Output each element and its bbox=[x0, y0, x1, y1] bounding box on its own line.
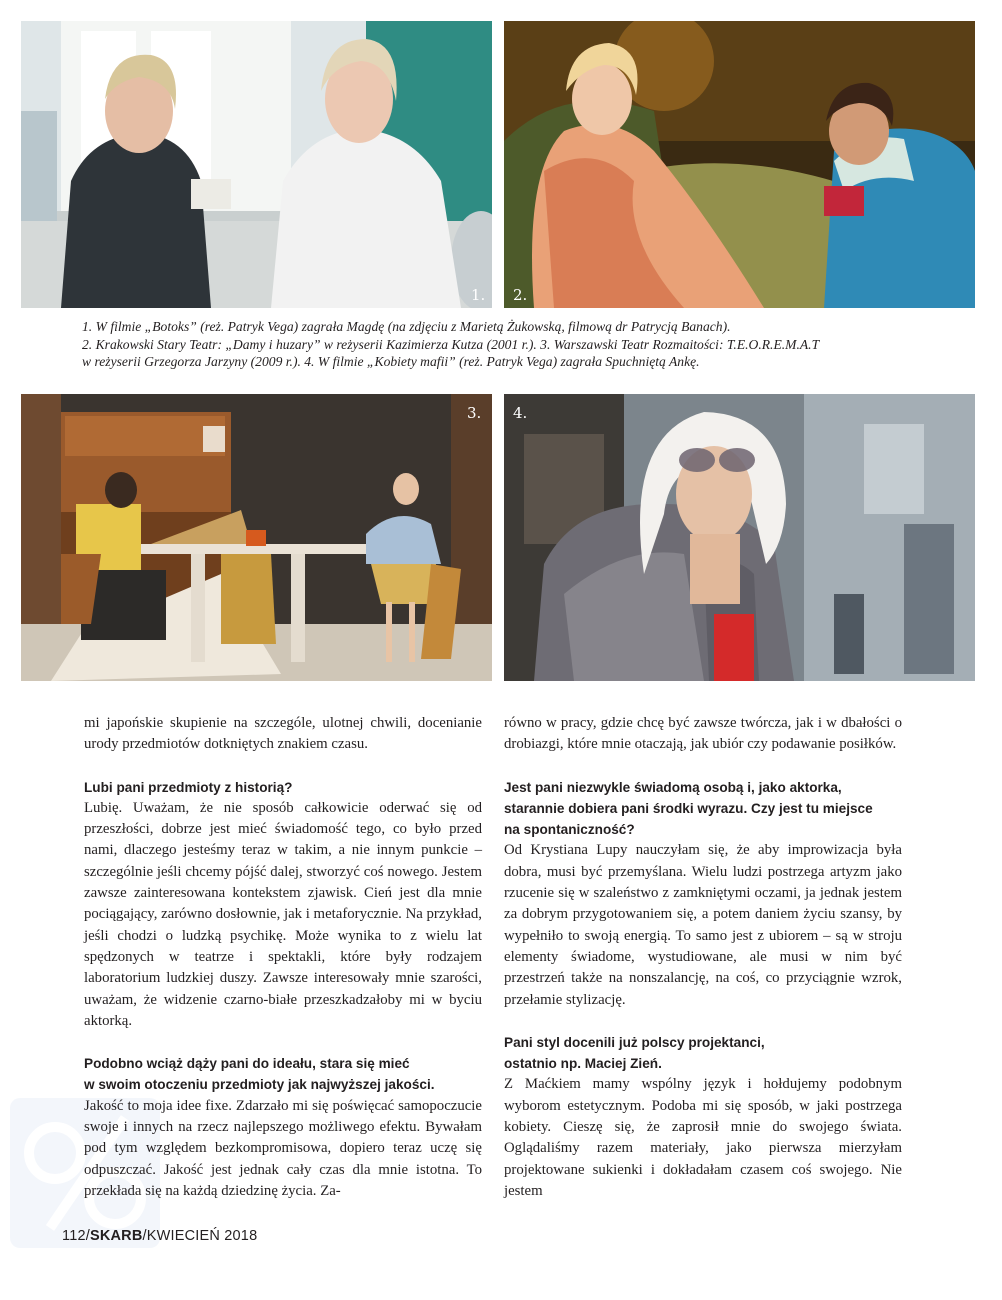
paragraph: Od Krystiana Lupy nauczyłam się, że aby improwizacja była dobra, musi być przemyślana. Wielu ludzi postrzega artyzm jako rzucenie się w szaleństwo z zamkniętymi oczami, ja jednak jestem za dobrym przygotowaniem się, a potem daniem życiu szansy, by wypełniło to swoją energią. To samo jest z ubiorem – są w stroju elementy świadome, wystudiowane, ale musi w nim być przestrzeń także na nonszalancję, na coś, co przyciągnie wzrok, przełamie stylizację. bbox=[504, 842, 902, 1008]
question-heading: w swoim otoczeniu przedmioty jak najwyższej jakości. bbox=[84, 1077, 435, 1093]
text-column-left bbox=[84, 713, 482, 1202]
photo-1-botoks bbox=[21, 21, 492, 308]
question-heading: Jest pani niezwykle świadomą osobą i, jako aktorka, bbox=[504, 779, 842, 795]
page-footer bbox=[62, 1228, 257, 1244]
page-number: 112 bbox=[62, 1228, 86, 1244]
photo-number: 1. bbox=[471, 286, 486, 304]
question-heading: starannie dobiera pani środki wyrazu. Czy jest tu miejsce bbox=[504, 800, 873, 816]
question-heading: ostatnio np. Maciej Zień. bbox=[504, 1056, 662, 1072]
photo-3-teorema bbox=[21, 394, 492, 681]
caption-line: 2. Krakowski Stary Teatr: „Damy i huzary” w reżyserii Kazimierza Kutza (2001 r.). 3. Warszawski Teatr Rozmaitości: T.E.O.R.E.M.A.T bbox=[82, 336, 820, 352]
photo-2-damy-i-huzary bbox=[504, 21, 975, 308]
photo-number: 3. bbox=[467, 404, 482, 422]
caption-line: 1. W filmie „Botoks” (reż. Patryk Vega) zagrała Magdę (na zdjęciu z Marietą Żukowską, filmową dr Patrycją Banach). bbox=[82, 319, 731, 334]
paragraph: Jakość to moja idee fixe. Zdarzało mi się poświęcać samopoczucie swoje i innych na rzecz najlepszego możliwego efektu. Bywałam pod tym względem bezkompromisowa, dopiero teraz uczę się odpuszczać. Jakość jest jednak cały czas dla mnie istotna. To przekłada się na każdą dziedzinę życia. Za- bbox=[84, 1097, 482, 1199]
issue-date: KWIECIEŃ 2018 bbox=[146, 1228, 258, 1244]
paragraph: Z Maćkiem mamy wspólny język i hołdujemy podobnym wyborom estetycznym. Podoba mi się sposób, w jaki postrzega kobiety. Cieszę się, że zaprosił mnie do swojego świata. Oglądaliśmy razem materiały, jako pierwsza mierzyłam projektowane sukienki i dokładałam czasem coś swojego. Nie jestem bbox=[504, 1076, 902, 1199]
question-heading: Lubi pani przedmioty z historią? bbox=[84, 779, 293, 795]
paragraph: mi japońskie skupienie na szczególe, ulotnej chwili, docenianie urody przedmiotów dotkniętych znakiem czasu. bbox=[84, 715, 482, 753]
question-heading: Pani styl docenili już polscy projektanci, bbox=[504, 1034, 765, 1050]
question-heading: Podobno wciąż dąży pani do ideału, stara się mieć bbox=[84, 1056, 410, 1072]
photo-number: 4. bbox=[513, 404, 528, 422]
separator: / bbox=[142, 1228, 147, 1244]
paragraph: równo w pracy, gdzie chcę być zawsze twórcza, jak i w dbałości o drobiazgi, które mnie otaczają, jak ubiór czy podawanie posiłków. bbox=[504, 715, 902, 753]
question-heading: na spontaniczność? bbox=[504, 822, 635, 838]
magazine-title: SKARB bbox=[89, 1228, 143, 1244]
text-column-right bbox=[504, 713, 902, 1202]
caption-line: w reżyserii Grzegorza Jarzyny (2009 r.). 4. W filmie „Kobiety mafii” (reż. Patryk Vega) zagrała Spuchniętą Ankę. bbox=[82, 354, 700, 369]
photo-4-kobiety-mafii bbox=[504, 394, 975, 681]
separator: / bbox=[85, 1228, 90, 1244]
photo-captions bbox=[82, 318, 922, 371]
paragraph: Lubię. Uważam, że nie sposób całkowicie oderwać się od przeszłości, dobrze jest mieć świadomość tego, co było przed nami, dlaczego jesteśmy teraz w takim, a nie innym punkcie – szczególnie jeśli chcemy pójść dalej, stworzyć coś nowego. Jestem zawsze zainteresowana kontekstem zjawisk. Cień jest dla mnie pociągający, zarówno dosłownie, jak i metaforycznie. Na przykład, jeśli chodzi o ludzką psychikę. Może wynika to z wielu lat spędzonych w teatrze i spektakli, które były rodzajem laboratorium ludzkiej duszy. Zawsze interesowały mnie szarości, uważam, że widzenie czarno-białe przeszkadzałoby mi w byciu aktorką. bbox=[84, 799, 482, 1029]
photo-number: 2. bbox=[513, 286, 528, 304]
